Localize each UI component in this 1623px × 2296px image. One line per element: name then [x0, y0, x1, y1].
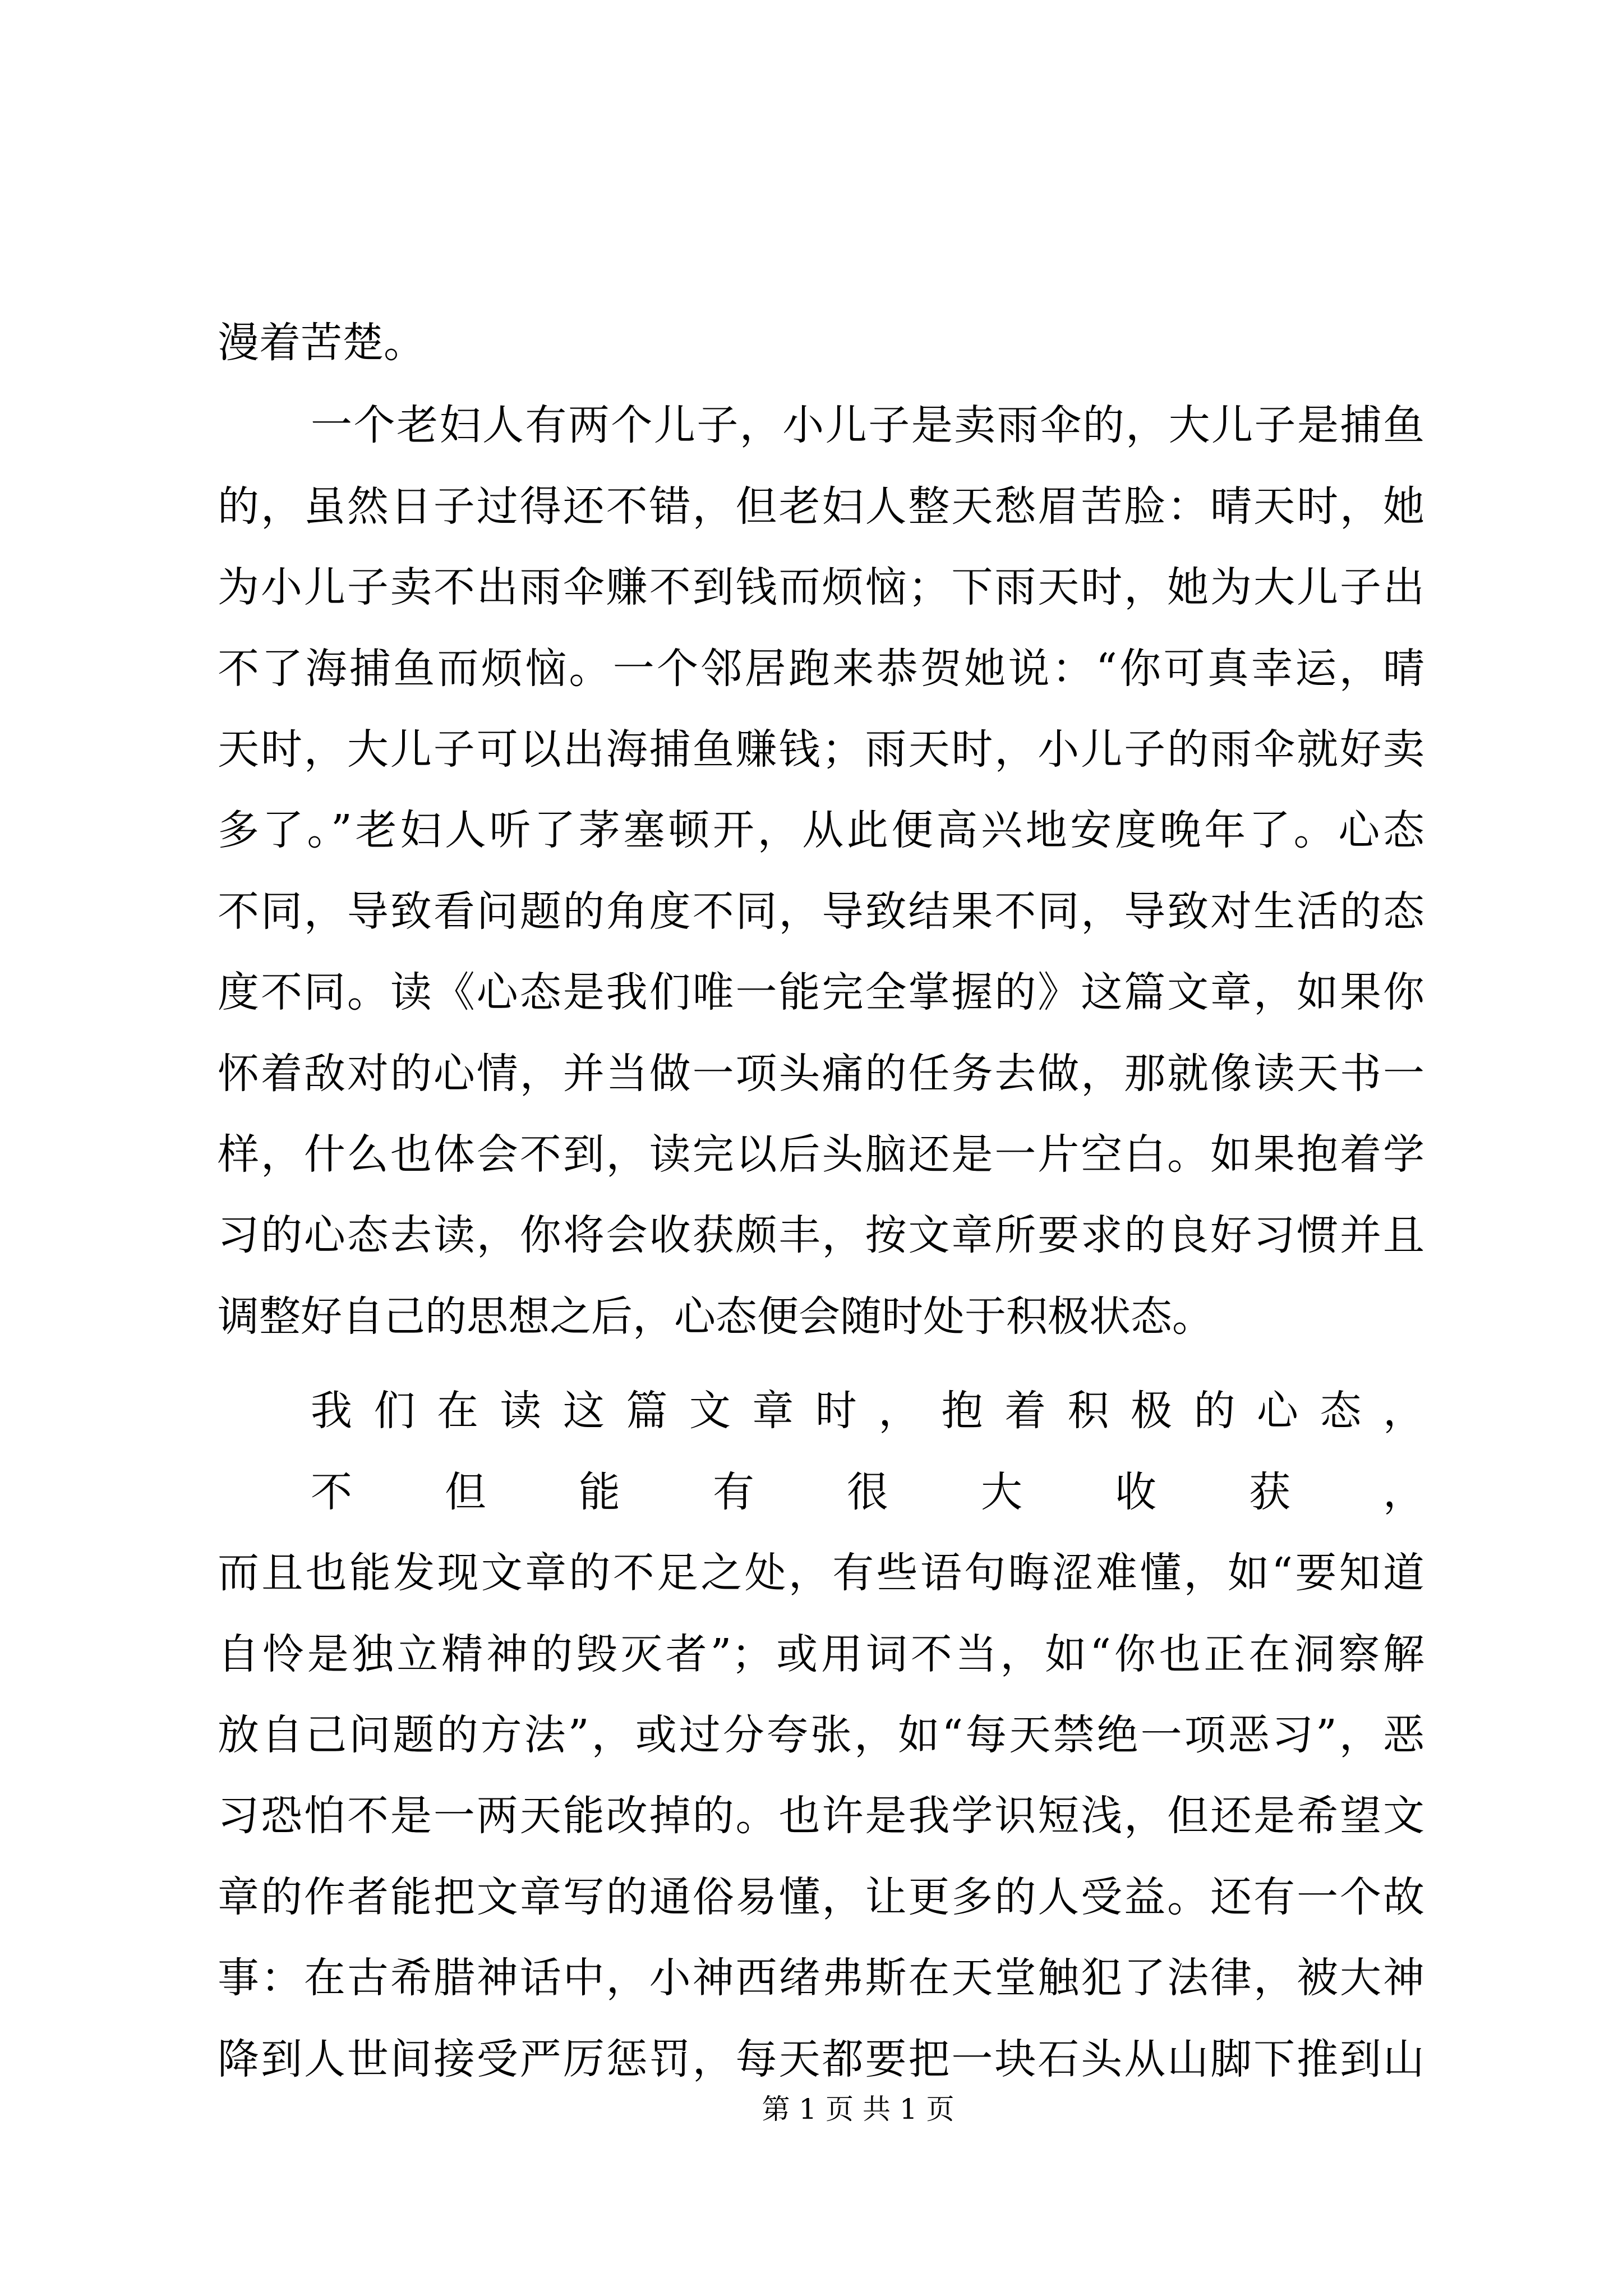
text-line: 样，什么也体会不到，读完以后头脑还是一片空白。如果抱着学: [218, 1130, 1424, 1179]
text-line: 放自己问题的方法”，或过分夸张，如“每天禁绝一项恶习”，恶: [218, 1710, 1424, 1759]
text-line: 怀着敌对的心情，并当做一项头痛的任务去做，那就像读天书一: [218, 1049, 1424, 1098]
text-line: 不了海捕鱼而烦恼。一个邻居跑来恭贺她说：“你可真幸运，晴: [218, 644, 1424, 693]
text-line: 漫着苦楚。: [218, 319, 425, 367]
document-body: [218, 302, 1424, 2100]
text-line: 降到人世间接受严厉惩罚，每天都要把一块石头从山脚下推到山: [218, 2035, 1424, 2083]
paragraph: [218, 385, 1424, 1357]
text-line: 天时，大儿子可以出海捕鱼赚钱；雨天时，小儿子的雨伞就好卖: [218, 725, 1424, 774]
text-line: 度不同。读《心态是我们唯一能完全掌握的》这篇文章，如果你: [218, 968, 1424, 1017]
page-footer: [746, 2092, 970, 2126]
text-line: 习的心态去读，你将会收获颇丰，按文章所要求的良好习惯并且: [218, 1211, 1424, 1260]
text-line: 习恐怕不是一两天能改掉的。也许是我学识短浅，但还是希望文: [218, 1792, 1424, 1841]
text-line: 的，虽然日子过得还不错，但老妇人整天愁眉苦脸：晴天时，她: [218, 482, 1424, 531]
text-line: 事：在古希腊神话中，小神西绪弗斯在天堂触犯了法律，被大神: [218, 1954, 1424, 2003]
paragraph: [218, 1370, 1424, 2100]
text-line: 一个老妇人有两个儿子，小儿子是卖雨伞的，大儿子是捕鱼: [311, 401, 1424, 450]
text-line: 自怜是独立精神的毁灭者”；或用词不当，如“你也正在洞察解: [218, 1630, 1424, 1678]
text-line: 多了。”老妇人听了茅塞顿开，从此便高兴地安度晚年了。心态: [218, 806, 1424, 855]
text-line: 调整好自己的思想之后，心态便会随时处于积极状态。: [218, 1292, 1214, 1341]
text-line: 而且也能发现文章的不足之处，有些语句晦涩难懂，如“要知道: [218, 1549, 1424, 1598]
text-line: 为小儿子卖不出雨伞赚不到钱而烦恼；下雨天时，她为大儿子出: [218, 563, 1424, 612]
paragraph: [218, 302, 1424, 383]
text-line: 我们在读这篇文章时，抱着积极的心态，不但能有很大收获，: [311, 1387, 1424, 1516]
text-line: 不同，导致看问题的角度不同，导致结果不同，导致对生活的态: [218, 887, 1424, 936]
text-line: 章的作者能把文章写的通俗易懂，让更多的人受益。还有一个故: [218, 1872, 1424, 1921]
page-number-label: 第 1 页 共 1 页: [762, 2093, 955, 2125]
